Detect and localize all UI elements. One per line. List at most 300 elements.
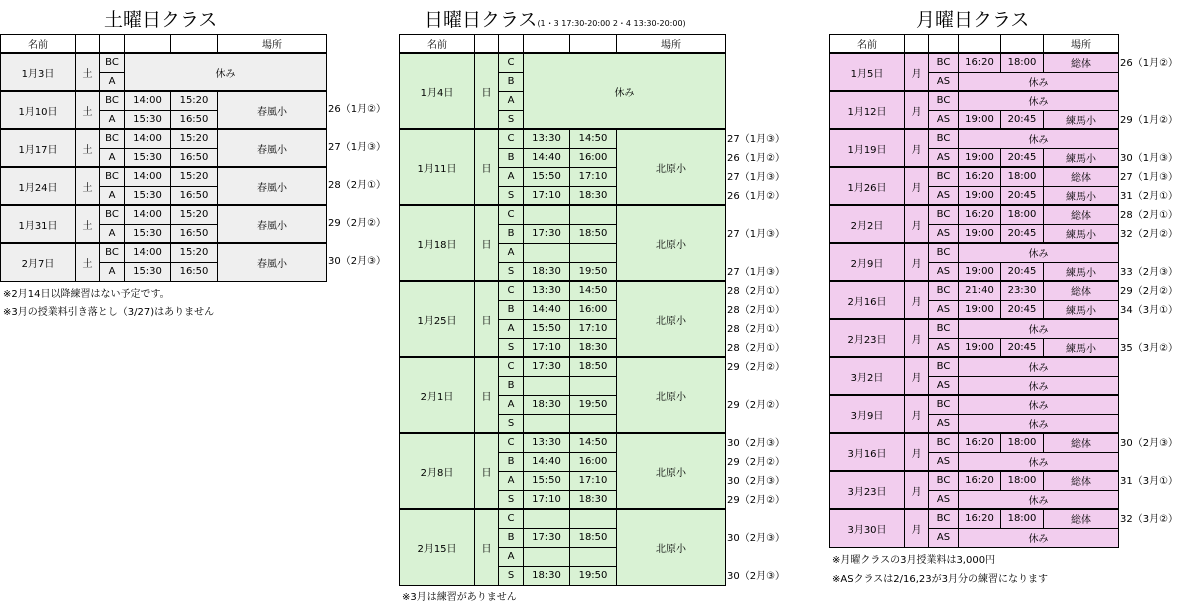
sunday-subtitle: (1・3 17:30-20:00 2・4 13:30-20:00) <box>537 19 686 28</box>
count-label: 28（2月①） <box>1120 210 1179 221</box>
day-cell: 日 <box>475 433 499 509</box>
count-label: 27（1月③） <box>1120 172 1179 183</box>
monday-section <box>829 34 1119 548</box>
day-cell: 月 <box>905 53 929 91</box>
class-cell: BC <box>100 91 125 110</box>
start-time-cell: 19:00 <box>959 186 1001 205</box>
class-cell: A <box>499 319 524 338</box>
start-time-cell <box>524 376 570 395</box>
end-time-cell: 23:30 <box>1001 281 1044 300</box>
start-time-cell: 19:00 <box>959 148 1001 167</box>
class-cell: C <box>499 509 524 528</box>
table-row <box>830 53 1119 72</box>
class-cell: A <box>100 262 125 281</box>
class-cell: BC <box>929 205 959 224</box>
place-cell: 北原小 <box>617 357 726 433</box>
place-cell: 北原小 <box>617 433 726 509</box>
end-time-cell: 16:50 <box>171 224 218 243</box>
monday-note-1: ※月曜クラスの3月授業料は3,000円 <box>832 555 996 566</box>
end-time-cell: 15:20 <box>171 243 218 262</box>
day-cell: 土 <box>76 91 100 129</box>
day-cell: 月 <box>905 243 929 281</box>
count-label: 29（2月②） <box>328 218 387 229</box>
date-cell: 1月25日 <box>400 281 475 357</box>
table-row <box>830 129 1119 148</box>
end-time-cell: 18:00 <box>1001 509 1044 528</box>
date-cell: 1月26日 <box>830 167 905 205</box>
end-time-cell <box>570 509 617 528</box>
start-time-cell: 14:00 <box>125 129 171 148</box>
place-cell: 北原小 <box>617 205 726 281</box>
class-cell: A <box>499 243 524 262</box>
table-row <box>830 319 1119 338</box>
end-time-cell: 20:45 <box>1001 300 1044 319</box>
class-cell: BC <box>929 91 959 110</box>
rest-cell: 休み <box>959 376 1119 395</box>
count-label: 26（1月②） <box>1120 58 1179 69</box>
start-time-cell: 19:00 <box>959 262 1001 281</box>
end-time-cell: 18:00 <box>1001 433 1044 452</box>
table-row <box>400 509 726 528</box>
count-label: 30（2月③） <box>727 476 786 487</box>
day-cell: 日 <box>475 509 499 585</box>
date-cell: 1月3日 <box>1 53 76 91</box>
end-time-cell <box>570 376 617 395</box>
end-time-cell: 19:50 <box>570 395 617 414</box>
table-row <box>830 167 1119 186</box>
place-cell: 北原小 <box>617 129 726 205</box>
date-cell: 2月15日 <box>400 509 475 585</box>
start-time-cell: 14:00 <box>125 91 171 110</box>
table-row <box>400 357 726 376</box>
count-label: 31（2月①） <box>1120 191 1179 202</box>
end-time-cell: 20:45 <box>1001 262 1044 281</box>
count-label: 28（2月①） <box>727 305 786 316</box>
class-cell: B <box>499 376 524 395</box>
place-cell: 総体 <box>1044 281 1119 300</box>
day-cell: 月 <box>905 395 929 433</box>
class-cell: AS <box>929 490 959 509</box>
class-cell: A <box>499 547 524 566</box>
end-time-cell: 19:50 <box>570 566 617 585</box>
class-cell: A <box>499 167 524 186</box>
day-cell: 土 <box>76 129 100 167</box>
date-cell: 1月24日 <box>1 167 76 205</box>
start-time-cell: 16:20 <box>959 167 1001 186</box>
end-time-cell: 15:20 <box>171 91 218 110</box>
class-cell: BC <box>929 357 959 376</box>
rest-cell: 休み <box>524 53 726 129</box>
place-cell: 春風小 <box>218 129 327 167</box>
start-time-cell: 18:30 <box>524 262 570 281</box>
class-cell: S <box>499 490 524 509</box>
count-label: 26（1月②） <box>727 153 786 164</box>
rest-cell: 休み <box>959 395 1119 414</box>
start-time-cell <box>524 547 570 566</box>
class-cell: BC <box>929 53 959 72</box>
class-cell: BC <box>100 205 125 224</box>
start-time-cell: 16:20 <box>959 471 1001 490</box>
start-time-cell: 17:30 <box>524 357 570 376</box>
start-time-cell: 16:20 <box>959 205 1001 224</box>
class-cell: AS <box>929 300 959 319</box>
saturday-note-1: ※2月14日以降練習はない予定です。 <box>3 289 170 300</box>
class-cell: B <box>499 300 524 319</box>
table-row <box>830 509 1119 528</box>
table-row <box>400 281 726 300</box>
table-row <box>1 167 327 186</box>
class-cell: BC <box>100 243 125 262</box>
date-cell: 1月5日 <box>830 53 905 91</box>
count-label: 29（2月②） <box>727 400 786 411</box>
end-time-cell: 16:00 <box>570 148 617 167</box>
end-time-cell: 14:50 <box>570 281 617 300</box>
class-cell: A <box>100 148 125 167</box>
place-cell: 練馬小 <box>1044 224 1119 243</box>
day-cell: 月 <box>905 471 929 509</box>
start-time-cell: 17:30 <box>524 528 570 547</box>
class-cell: A <box>499 395 524 414</box>
count-label: 30（2月③） <box>727 571 786 582</box>
class-cell: B <box>499 528 524 547</box>
date-cell: 2月8日 <box>400 433 475 509</box>
class-cell: A <box>100 224 125 243</box>
class-cell: S <box>499 338 524 357</box>
place-cell: 総体 <box>1044 509 1119 528</box>
start-time-cell: 17:30 <box>524 224 570 243</box>
count-label: 30（2月③） <box>727 438 786 449</box>
count-label: 27（1月③） <box>727 172 786 183</box>
end-time-cell: 20:45 <box>1001 338 1044 357</box>
day-cell: 日 <box>475 205 499 281</box>
place-cell: 総体 <box>1044 167 1119 186</box>
date-cell: 2月7日 <box>1 243 76 281</box>
start-time-cell: 17:10 <box>524 186 570 205</box>
class-cell: A <box>100 186 125 205</box>
rest-cell: 休み <box>959 414 1119 433</box>
end-time-cell: 17:10 <box>570 319 617 338</box>
class-cell: AS <box>929 528 959 547</box>
rest-cell: 休み <box>959 452 1119 471</box>
date-cell: 3月30日 <box>830 509 905 547</box>
rest-cell: 休み <box>125 53 327 91</box>
class-cell: S <box>499 186 524 205</box>
table-row <box>1 53 327 72</box>
start-time-cell: 16:20 <box>959 53 1001 72</box>
place-cell: 春風小 <box>218 243 327 281</box>
start-time-cell: 18:30 <box>524 566 570 585</box>
end-time-cell: 18:30 <box>570 490 617 509</box>
start-time-cell: 15:50 <box>524 471 570 490</box>
count-label: 27（1月③） <box>727 267 786 278</box>
monday-note-2: ※ASクラスは2/16,23が3月分の練習になります <box>832 574 1048 585</box>
class-cell: BC <box>100 129 125 148</box>
end-time-cell: 18:50 <box>570 357 617 376</box>
table-row <box>1 129 327 148</box>
start-time-cell: 16:20 <box>959 433 1001 452</box>
class-cell: BC <box>929 281 959 300</box>
date-cell: 1月10日 <box>1 91 76 129</box>
rest-cell: 休み <box>959 243 1119 262</box>
class-cell: BC <box>929 243 959 262</box>
header-place: 場所 <box>218 35 327 54</box>
class-cell: BC <box>929 433 959 452</box>
day-cell: 月 <box>905 433 929 471</box>
place-cell: 総体 <box>1044 53 1119 72</box>
place-cell: 春風小 <box>218 205 327 243</box>
day-cell: 土 <box>76 167 100 205</box>
day-cell: 土 <box>76 243 100 281</box>
count-label: 28（2月①） <box>727 286 786 297</box>
place-cell: 練馬小 <box>1044 148 1119 167</box>
end-time-cell: 18:50 <box>570 224 617 243</box>
place-cell: 練馬小 <box>1044 110 1119 129</box>
count-label: 28（2月①） <box>727 324 786 335</box>
class-cell: BC <box>929 471 959 490</box>
end-time-cell: 16:50 <box>171 186 218 205</box>
table-row <box>1 243 327 262</box>
count-label: 33（2月③） <box>1120 267 1179 278</box>
table-row <box>1 205 327 224</box>
class-cell: BC <box>929 395 959 414</box>
start-time-cell <box>524 414 570 433</box>
table-row <box>400 433 726 452</box>
end-time-cell: 16:50 <box>171 110 218 129</box>
count-label: 26（1月②） <box>727 191 786 202</box>
count-label: 30（2月③） <box>1120 438 1179 449</box>
table-row <box>1 91 327 110</box>
start-time-cell <box>524 205 570 224</box>
count-label: 29（2月②） <box>727 362 786 373</box>
count-label: 32（2月②） <box>1120 229 1179 240</box>
class-cell: A <box>499 471 524 490</box>
class-cell: AS <box>929 376 959 395</box>
count-label: 26（1月②） <box>328 104 387 115</box>
date-cell: 3月2日 <box>830 357 905 395</box>
place-cell: 北原小 <box>617 509 726 585</box>
start-time-cell: 17:10 <box>524 338 570 357</box>
end-time-cell: 15:20 <box>171 167 218 186</box>
start-time-cell: 18:30 <box>524 395 570 414</box>
place-cell: 総体 <box>1044 471 1119 490</box>
date-cell: 1月4日 <box>400 53 475 129</box>
class-cell: B <box>499 224 524 243</box>
end-time-cell: 14:50 <box>570 129 617 148</box>
day-cell: 日 <box>475 281 499 357</box>
start-time-cell: 15:30 <box>125 148 171 167</box>
date-cell: 2月9日 <box>830 243 905 281</box>
count-label: 35（3月②） <box>1120 343 1179 354</box>
day-cell: 日 <box>475 53 499 129</box>
class-cell: AS <box>929 224 959 243</box>
header-place: 場所 <box>1044 35 1119 54</box>
saturday-section <box>0 34 327 282</box>
start-time-cell: 15:30 <box>125 110 171 129</box>
end-time-cell: 18:00 <box>1001 53 1044 72</box>
start-time-cell: 15:30 <box>125 186 171 205</box>
end-time-cell: 14:50 <box>570 433 617 452</box>
end-time-cell: 17:10 <box>570 167 617 186</box>
rest-cell: 休み <box>959 319 1119 338</box>
sunday-section <box>399 34 726 586</box>
day-cell: 月 <box>905 129 929 167</box>
count-label: 28（2月①） <box>727 343 786 354</box>
start-time-cell: 15:30 <box>125 224 171 243</box>
end-time-cell: 18:30 <box>570 338 617 357</box>
start-time-cell: 14:00 <box>125 243 171 262</box>
date-cell: 3月16日 <box>830 433 905 471</box>
day-cell: 土 <box>76 53 100 91</box>
class-cell: AS <box>929 72 959 91</box>
end-time-cell: 18:00 <box>1001 471 1044 490</box>
table-row <box>830 395 1119 414</box>
place-cell: 練馬小 <box>1044 186 1119 205</box>
class-cell: AS <box>929 452 959 471</box>
end-time-cell: 15:20 <box>171 129 218 148</box>
class-cell: AS <box>929 262 959 281</box>
place-cell: 春風小 <box>218 91 327 129</box>
class-cell: BC <box>929 319 959 338</box>
date-cell: 1月17日 <box>1 129 76 167</box>
count-label: 29（2月②） <box>1120 286 1179 297</box>
count-label: 30（1月③） <box>1120 153 1179 164</box>
class-cell: C <box>499 205 524 224</box>
count-label: 29（2月②） <box>727 457 786 468</box>
end-time-cell: 20:45 <box>1001 110 1044 129</box>
class-cell: C <box>499 53 524 72</box>
start-time-cell: 15:50 <box>524 319 570 338</box>
sunday-title-text: 日曜日クラス <box>424 9 538 31</box>
rest-cell: 休み <box>959 357 1119 376</box>
count-label: 29（2月②） <box>727 495 786 506</box>
table-row <box>400 53 726 72</box>
class-cell: C <box>499 433 524 452</box>
header-name: 名前 <box>400 35 475 54</box>
table-row <box>830 281 1119 300</box>
start-time-cell: 21:40 <box>959 281 1001 300</box>
class-cell: C <box>499 281 524 300</box>
end-time-cell: 20:45 <box>1001 186 1044 205</box>
day-cell: 日 <box>475 357 499 433</box>
class-cell: S <box>499 566 524 585</box>
class-cell: C <box>499 129 524 148</box>
start-time-cell: 14:40 <box>524 148 570 167</box>
place-cell: 春風小 <box>218 167 327 205</box>
class-cell: C <box>499 357 524 376</box>
class-cell: AS <box>929 414 959 433</box>
end-time-cell <box>570 243 617 262</box>
day-cell: 日 <box>475 129 499 205</box>
class-cell: BC <box>929 129 959 148</box>
end-time-cell <box>570 547 617 566</box>
end-time-cell: 16:00 <box>570 300 617 319</box>
class-cell: A <box>100 110 125 129</box>
header-place: 場所 <box>617 35 726 54</box>
class-cell: S <box>499 414 524 433</box>
monday-title: 月曜日クラス <box>916 9 1030 31</box>
day-cell: 月 <box>905 167 929 205</box>
count-label: 30（2月③） <box>328 256 387 267</box>
class-cell: A <box>499 91 524 110</box>
class-cell: B <box>499 148 524 167</box>
end-time-cell: 18:50 <box>570 528 617 547</box>
end-time-cell: 18:00 <box>1001 167 1044 186</box>
start-time-cell: 14:00 <box>125 205 171 224</box>
date-cell: 1月11日 <box>400 129 475 205</box>
date-cell: 3月9日 <box>830 395 905 433</box>
end-time-cell: 16:00 <box>570 452 617 471</box>
table-row <box>400 205 726 224</box>
class-cell: BC <box>929 509 959 528</box>
start-time-cell: 14:00 <box>125 167 171 186</box>
end-time-cell: 16:50 <box>171 148 218 167</box>
rest-cell: 休み <box>959 528 1119 547</box>
start-time-cell: 19:00 <box>959 338 1001 357</box>
table-row <box>830 471 1119 490</box>
date-cell: 1月18日 <box>400 205 475 281</box>
table-row <box>830 243 1119 262</box>
class-cell: S <box>499 262 524 281</box>
end-time-cell: 20:45 <box>1001 224 1044 243</box>
rest-cell: 休み <box>959 91 1119 110</box>
end-time-cell: 20:45 <box>1001 148 1044 167</box>
start-time-cell: 15:30 <box>125 262 171 281</box>
class-cell: AS <box>929 148 959 167</box>
start-time-cell: 13:30 <box>524 281 570 300</box>
class-cell: AS <box>929 186 959 205</box>
place-cell: 総体 <box>1044 433 1119 452</box>
start-time-cell <box>524 509 570 528</box>
end-time-cell: 15:20 <box>171 205 218 224</box>
end-time-cell <box>570 205 617 224</box>
class-cell: B <box>499 72 524 91</box>
end-time-cell: 18:00 <box>1001 205 1044 224</box>
header-name: 名前 <box>1 35 76 54</box>
start-time-cell: 17:10 <box>524 490 570 509</box>
count-label: 29（1月②） <box>1120 115 1179 126</box>
rest-cell: 休み <box>959 490 1119 509</box>
count-label: 27（1月③） <box>328 142 387 153</box>
class-cell: BC <box>100 53 125 72</box>
rest-cell: 休み <box>959 129 1119 148</box>
date-cell: 2月23日 <box>830 319 905 357</box>
count-label: 30（2月③） <box>727 533 786 544</box>
date-cell: 1月31日 <box>1 205 76 243</box>
start-time-cell: 14:40 <box>524 452 570 471</box>
count-label: 31（3月①） <box>1120 476 1179 487</box>
place-cell: 練馬小 <box>1044 262 1119 281</box>
sunday-title <box>424 5 686 32</box>
saturday-note-2: ※3月の授業料引き落とし（3/27)はありません <box>3 307 215 318</box>
count-label: 32（3月②） <box>1120 514 1179 525</box>
place-cell: 総体 <box>1044 205 1119 224</box>
class-cell: AS <box>929 338 959 357</box>
rest-cell: 休み <box>959 72 1119 91</box>
class-cell: BC <box>929 167 959 186</box>
place-cell: 練馬小 <box>1044 338 1119 357</box>
day-cell: 月 <box>905 205 929 243</box>
class-cell: BC <box>100 167 125 186</box>
saturday-table <box>0 34 327 282</box>
start-time-cell: 13:30 <box>524 129 570 148</box>
place-cell: 北原小 <box>617 281 726 357</box>
day-cell: 土 <box>76 205 100 243</box>
count-label: 27（1月③） <box>727 134 786 145</box>
day-cell: 月 <box>905 281 929 319</box>
sunday-table <box>399 34 726 586</box>
date-cell: 2月2日 <box>830 205 905 243</box>
table-row <box>830 205 1119 224</box>
